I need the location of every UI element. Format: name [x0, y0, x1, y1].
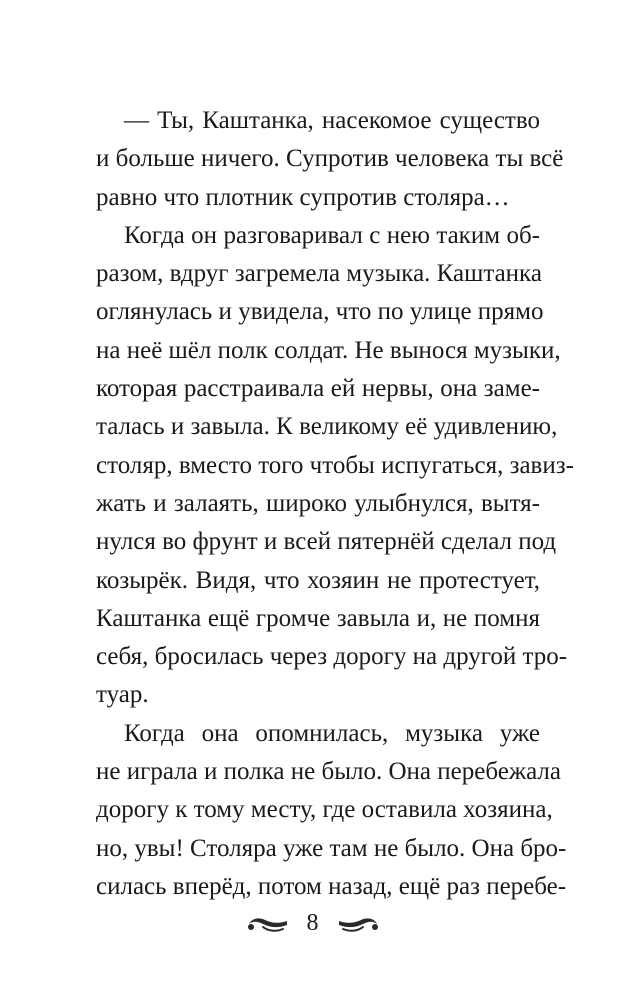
body-text [96, 102, 574, 906]
text-line: Когда она опомнилась, музыка уже [124, 719, 540, 747]
paragraph [96, 217, 574, 715]
text-line: на неё шёл полк солдат. Не вынося музыки, [96, 336, 561, 364]
page-footer [0, 903, 625, 943]
text-line: которая расстраивала ей нервы, она заме- [96, 375, 540, 403]
text-line: и больше ничего. Супротив человека ты всё [96, 145, 564, 173]
text-line: жать и залаять, широко улыбнулся, вытя- [96, 489, 540, 517]
text-line: равно что плотник супротив столяра… [96, 183, 510, 211]
text-line: дорогу к тому месту, где оставила хозяина, [96, 796, 553, 824]
left-flourish-icon [245, 912, 289, 934]
right-flourish-icon [337, 912, 381, 934]
text-line: талась и завыла. К великому её удивлению, [96, 413, 558, 441]
text-line: но, увы! Столяра уже там не было. Она бро- [96, 834, 567, 862]
page-number: 8 [306, 910, 319, 936]
text-line: оглянулась и увидела, что по улице прямо [96, 298, 544, 326]
text-line: — Ты, Каштанка, насекомое существо [124, 107, 540, 134]
text-line: разом, вдруг загремела музыка. Каштанка [96, 260, 542, 288]
paragraph [96, 715, 567, 906]
text-line: не играла и полка не было. Она перебежала [96, 758, 561, 786]
text-line: козырёк. Видя, что хозяин не протестует, [96, 566, 540, 594]
text-line: силась вперёд, потом назад, ещё раз перебе- [96, 872, 567, 900]
text-line: Каштанка ещё громче завыла и, не помня [96, 604, 540, 632]
paragraph [96, 102, 564, 217]
text-line: Когда он разговаривал с нею таким об- [124, 221, 540, 249]
text-line: нулся во фрунт и всей пятернёй сделал под [96, 528, 557, 556]
text-line: себя, бросилась через дорогу на другой тро- [96, 643, 568, 671]
text-line: столяр, вместо того чтобы испугаться, завиз- [96, 451, 574, 479]
text-line: туар. [96, 681, 149, 709]
